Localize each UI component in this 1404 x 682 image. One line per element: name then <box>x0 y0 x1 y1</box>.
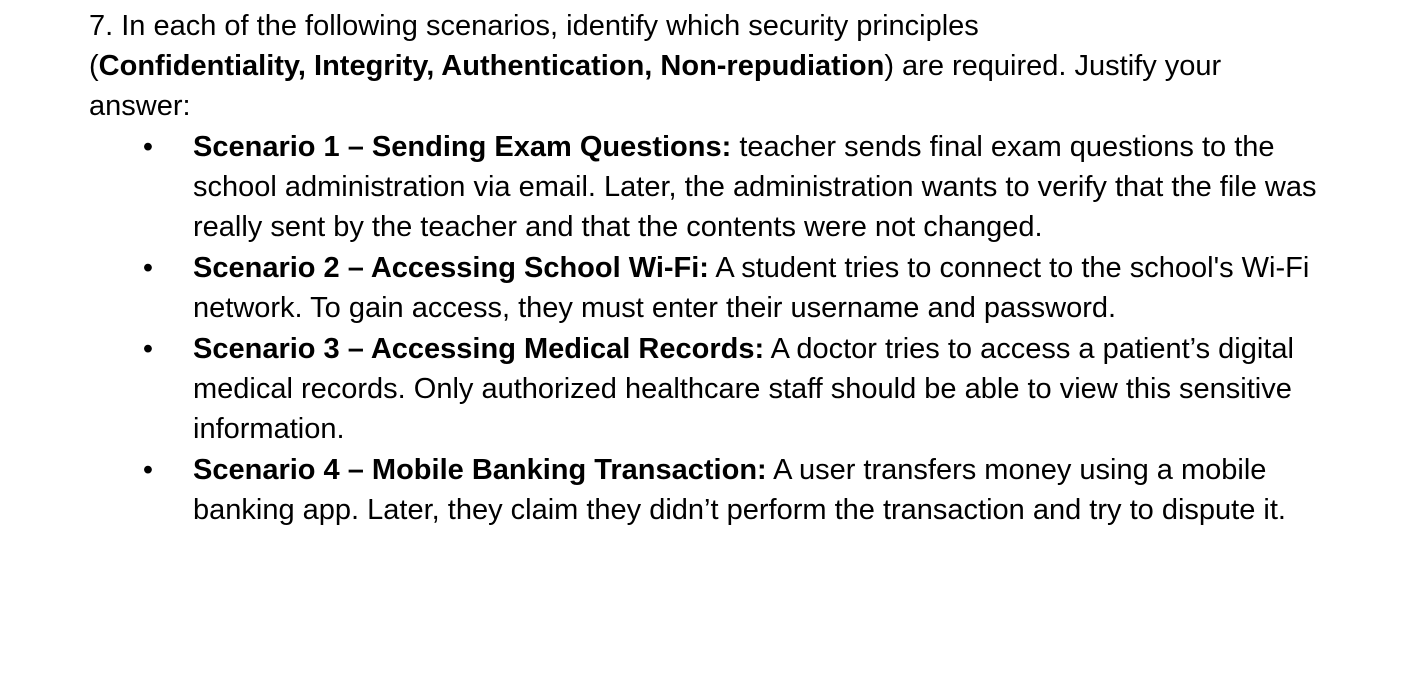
question-open-paren: ( <box>89 50 99 82</box>
bullet-icon: • <box>142 333 154 365</box>
bullet-icon: • <box>142 252 154 284</box>
scenario-title: Scenario 1 – Sending Exam Questions: <box>193 131 732 163</box>
scenario-title: Scenario 4 – Mobile Banking Transaction: <box>193 454 767 486</box>
bullet-icon: • <box>142 131 154 163</box>
question-instruction: ) are required. Justify your answer: <box>89 50 1222 122</box>
scenario-description: teacher sends final exam questions to the school administration via email. Later, the administration wants to verify that the file was really sent by the teacher and that the contents were not changed. <box>193 131 1317 243</box>
scenario-item-1 <box>89 127 1319 247</box>
scenario-description: A doctor tries to access a patient’s digital medical records. Only authorized healthcare staff should be able to view this sensitive information. <box>193 333 1294 445</box>
scenario-item-3 <box>89 329 1319 449</box>
scenario-item-2 <box>89 248 1319 328</box>
scenario-title: Scenario 2 – Accessing School Wi-Fi: <box>193 252 709 284</box>
scenario-list <box>89 127 1319 530</box>
scenario-description: A user transfers money using a mobile banking app. Later, they claim they didn’t perform the transaction and try to dispute it. <box>193 454 1286 526</box>
question-intro: 7. In each of the following scenarios, identify which security principles <box>89 10 979 42</box>
question-prompt <box>89 6 1319 126</box>
scenario-description: A student tries to connect to the school's Wi-Fi network. To gain access, they must enter their username and password. <box>193 252 1310 324</box>
document-page <box>89 6 1319 530</box>
bullet-icon: • <box>142 454 154 486</box>
security-principles-list: Confidentiality, Integrity, Authentication, Non-repudiation <box>98 50 885 82</box>
scenario-item-4 <box>89 450 1319 530</box>
scenario-title: Scenario 3 – Accessing Medical Records: <box>193 333 765 365</box>
